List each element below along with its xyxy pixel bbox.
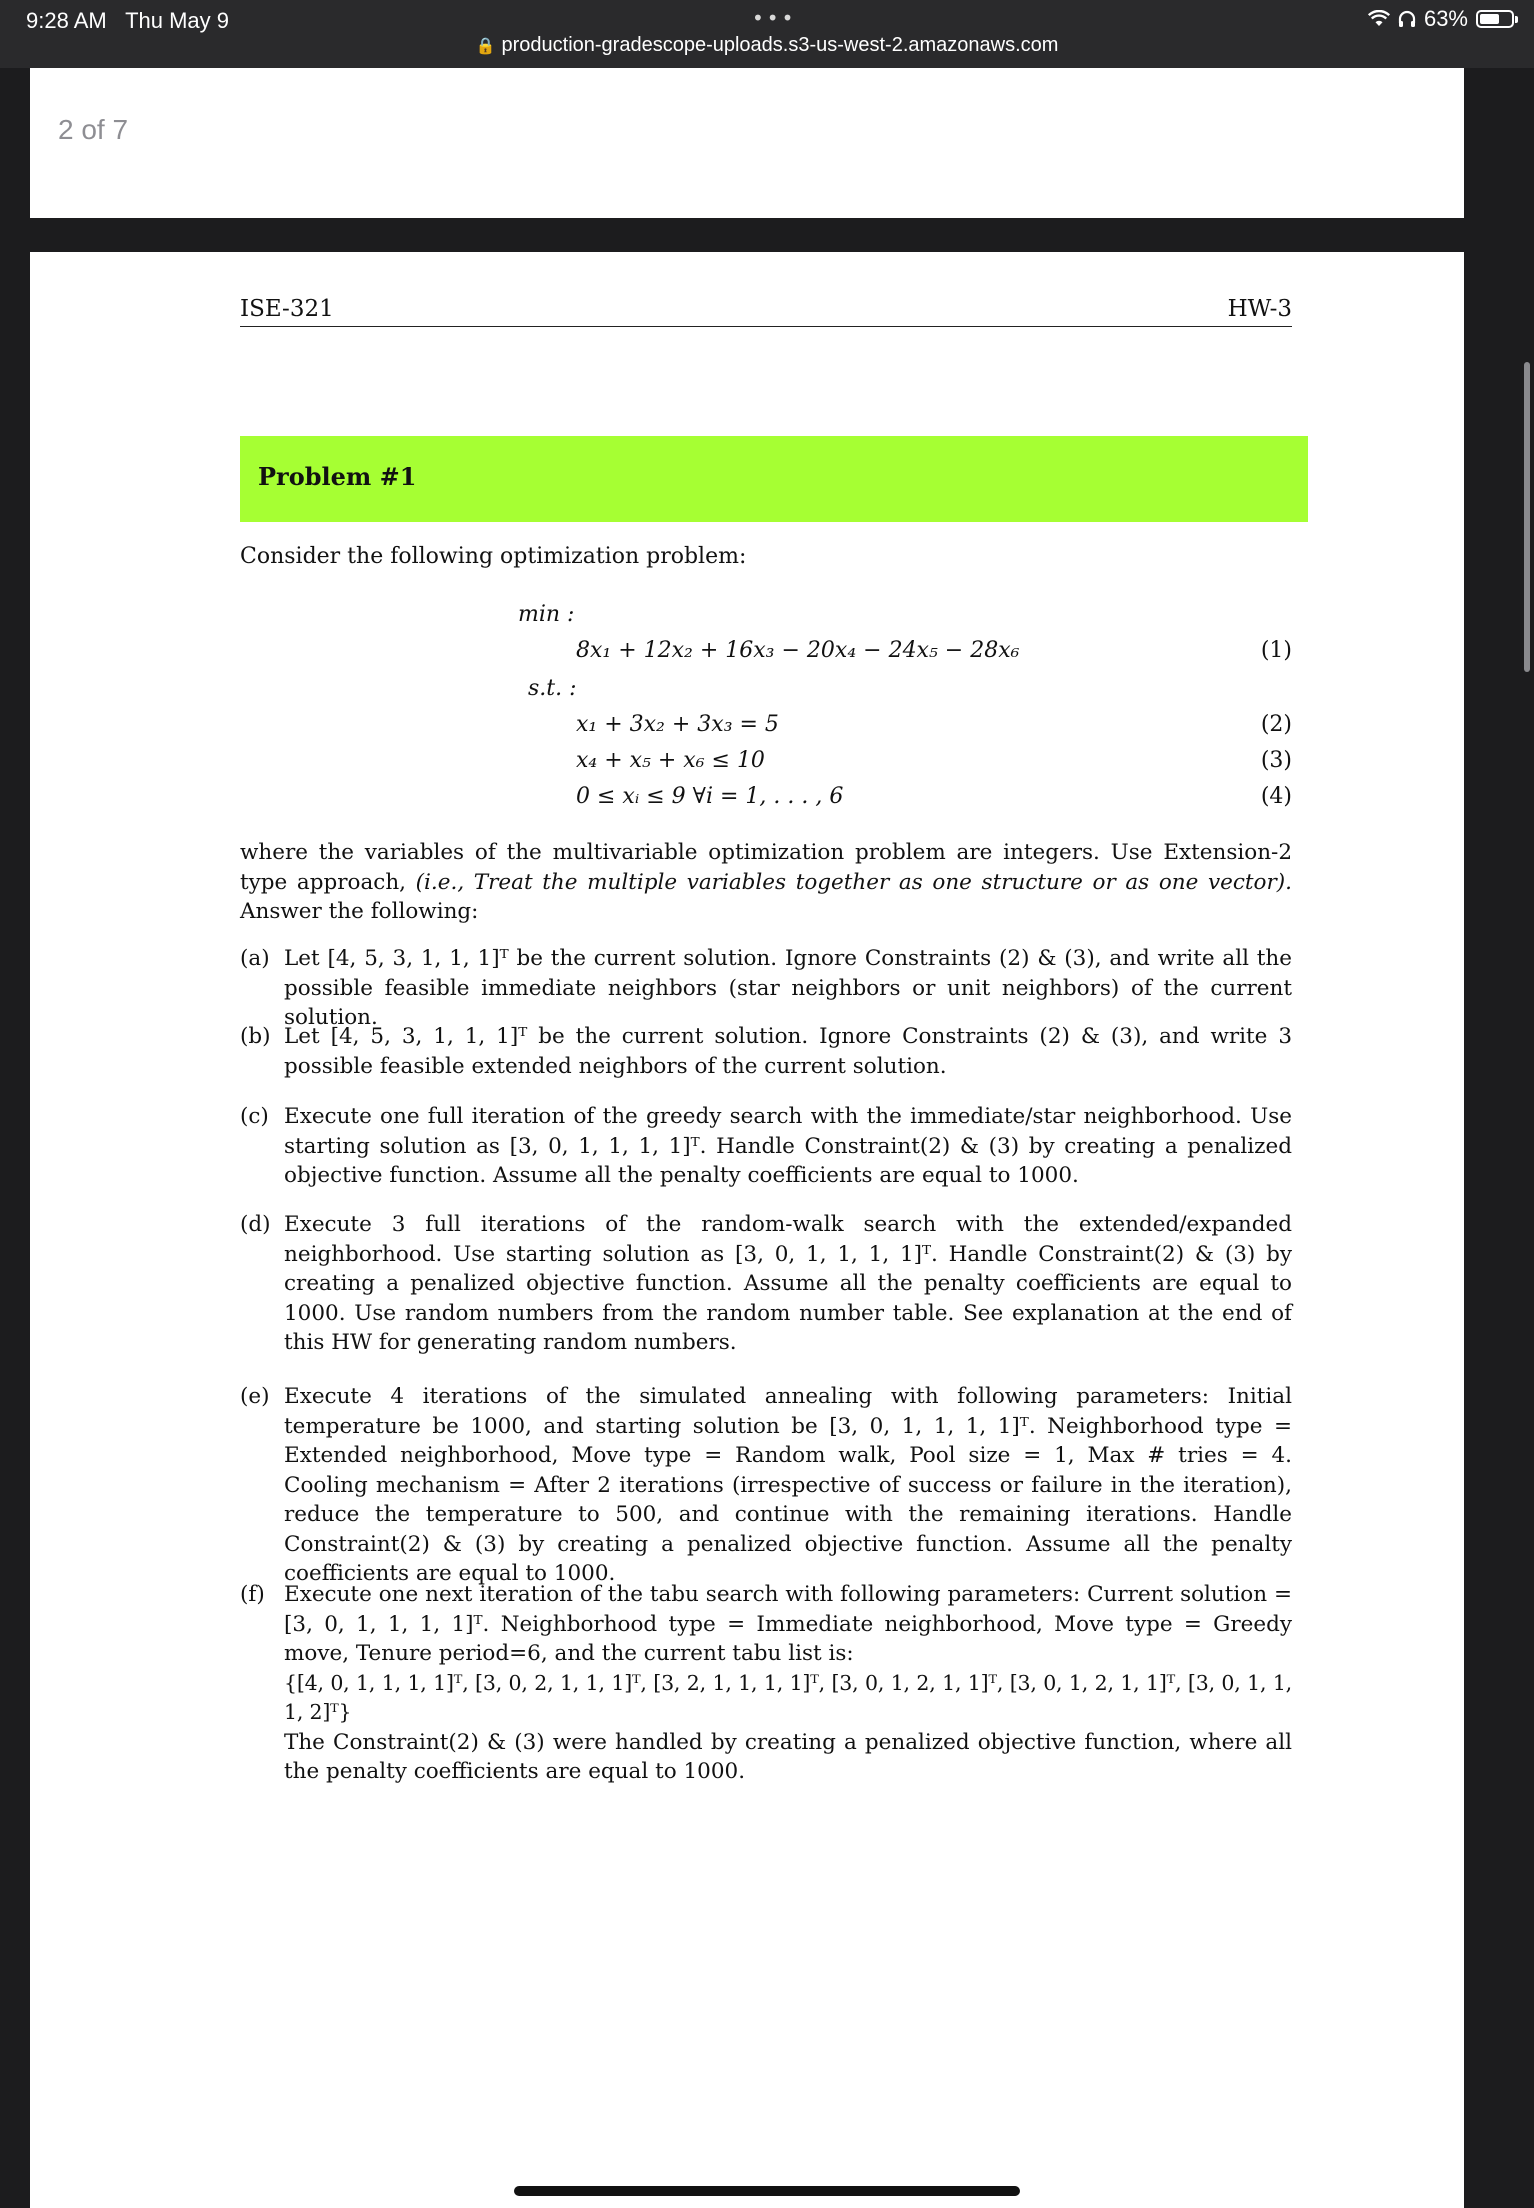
- clock-date: Thu May 9: [125, 8, 229, 33]
- item-text: Execute 3 full iterations of the random-walk search with the extended/expanded neighborhood. Use starting solution as [3, 0, 1, 1, 1, 1]ᵀ. Handle Constraint(2) & (3) by creating a penalized objective function. Assume all the penalty coefficients are equal to 1000. Use random numbers from the random number table. See explanation at the end of this HW for generating random numbers.: [284, 1212, 1292, 1355]
- constraint-3: x₄ + x₅ + x₆ ≤ 10: [576, 748, 765, 773]
- problem-description: [240, 838, 1292, 927]
- viewer-header: [30, 68, 1464, 218]
- url-text: production-gradescope-uploads.s3-us-west-2.amazonaws.com: [501, 34, 1059, 56]
- item-marker: (f): [240, 1582, 265, 1607]
- item-text-after: The Constraint(2) & (3) were handled by creating a penalized objective function, where all the penalty coefficients are equal to 1000.: [284, 1729, 1292, 1784]
- battery-icon: [1476, 10, 1514, 28]
- problem-banner: [240, 436, 1308, 522]
- lock-icon: 🔒: [475, 38, 496, 55]
- item-text: Let [4, 5, 3, 1, 1, 1]ᵀ be the current solution. Ignore Constraints (2) & (3), and write all the possible feasible immediate neighbors (star neighbors or unit neighbors) of the current solution.: [284, 946, 1292, 1030]
- question-item-f: [240, 1580, 1292, 1787]
- constraint-4: 0 ≤ xᵢ ≤ 9 ∀i = 1, . . . , 6: [576, 784, 844, 809]
- battery-fill: [1480, 14, 1499, 24]
- home-indicator[interactable]: [514, 2186, 1020, 2196]
- wifi-icon: [1368, 10, 1390, 28]
- question-item-a: [240, 944, 1292, 1033]
- item-marker: (d): [240, 1212, 271, 1237]
- status-indicators: [1368, 6, 1514, 32]
- question-item-b: [240, 1022, 1292, 1081]
- assignment-name: HW-3: [1227, 296, 1292, 322]
- intro-text: Consider the following optimization problem:: [240, 544, 747, 569]
- description-italic: (i.e., Treat the multiple variables together as one structure or as one vector).: [415, 869, 1292, 895]
- headphones-icon: [1398, 10, 1416, 28]
- item-text: Let [4, 5, 3, 1, 1, 1]ᵀ be the current solution. Ignore Constraints (2) & (3), and write 3 possible feasible extended neighbors of the current solution.: [284, 1024, 1292, 1079]
- description-part1: where the variables of the multivariable optimization problem are integers. Use Extension-2 type approach,: [240, 840, 1292, 895]
- battery-percent: 63%: [1423, 6, 1468, 31]
- objective-function: 8x₁ + 12x₂ + 16x₃ − 20x₄ − 24x₅ − 28x₆: [576, 638, 1020, 663]
- item-marker: (b): [240, 1024, 271, 1049]
- constraint-2: x₁ + 3x₂ + 3x₃ = 5: [576, 712, 779, 737]
- item-text: Execute one full iteration of the greedy search with the immediate/star neighborhood. Use starting solution as [3, 0, 1, 1, 1, 1]ᵀ. Handle Constraint(2) & (3) by creating a penalized objective function. Assume all the penalty coefficients are equal to 1000.: [284, 1104, 1292, 1188]
- scrollbar[interactable]: [1524, 362, 1530, 672]
- item-marker: (e): [240, 1384, 270, 1409]
- tab-more-dots-icon[interactable]: •••: [752, 6, 797, 30]
- question-item-e: [240, 1382, 1292, 1589]
- equation-number: (4): [1260, 784, 1292, 809]
- tabu-list: {[4, 0, 1, 1, 1, 1]ᵀ, [3, 0, 2, 1, 1, 1]ᵀ, [3, 2, 1, 1, 1, 1]ᵀ, [3, 0, 1, 2, 1, 1]ᵀ, [3, 0, 1, 2, 1, 1]ᵀ, [3, 0, 1, 1, 1, 2]ᵀ}: [284, 1670, 1292, 1724]
- course-code: ISE-321: [240, 296, 334, 322]
- page-header: [240, 296, 1292, 327]
- description-part2: Answer the following:: [240, 899, 479, 924]
- item-marker: (a): [240, 946, 270, 971]
- equation-number: (2): [1260, 712, 1292, 737]
- item-marker: (c): [240, 1104, 269, 1129]
- address-bar[interactable]: [0, 34, 1534, 57]
- status-time: [26, 8, 229, 34]
- equation-number: (1): [1260, 638, 1292, 663]
- item-text-before: Execute one next iteration of the tabu search with following parameters: Current solution = [3, 0, 1, 1, 1, 1]ᵀ. Neighborhood type = Immediate neighborhood, Move type = Greedy move, Tenure period=6, and the current tabu list is:: [284, 1582, 1292, 1666]
- problem-title: Problem #1: [258, 462, 417, 491]
- question-item-c: [240, 1102, 1292, 1191]
- st-label: s.t. :: [528, 676, 577, 701]
- page-counter: 2 of 7: [58, 114, 129, 145]
- document-page: [30, 252, 1464, 2208]
- equation-number: (3): [1260, 748, 1292, 773]
- status-bar: [0, 0, 1534, 68]
- item-text: [284, 1580, 1292, 1787]
- question-item-d: [240, 1210, 1292, 1358]
- min-label: min :: [518, 602, 575, 627]
- clock-time: 9:28 AM: [26, 8, 107, 33]
- item-text: Execute 4 iterations of the simulated annealing with following parameters: Initial temperature be 1000, and starting solution be [3, 0, 1, 1, 1, 1]ᵀ. Neighborhood type = Extended neighborhood, Move type = Random walk, Pool size = 1, Max # tries = 4. Cooling mechanism = After 2 iterations (irrespective of success or failure in the iteration), reduce the temperature to 500, and continue with the remaining iterations. Handle Constraint(2) & (3) by creating a penalized objective function. Assume all the penalty coefficients are equal to 1000.: [284, 1384, 1292, 1586]
